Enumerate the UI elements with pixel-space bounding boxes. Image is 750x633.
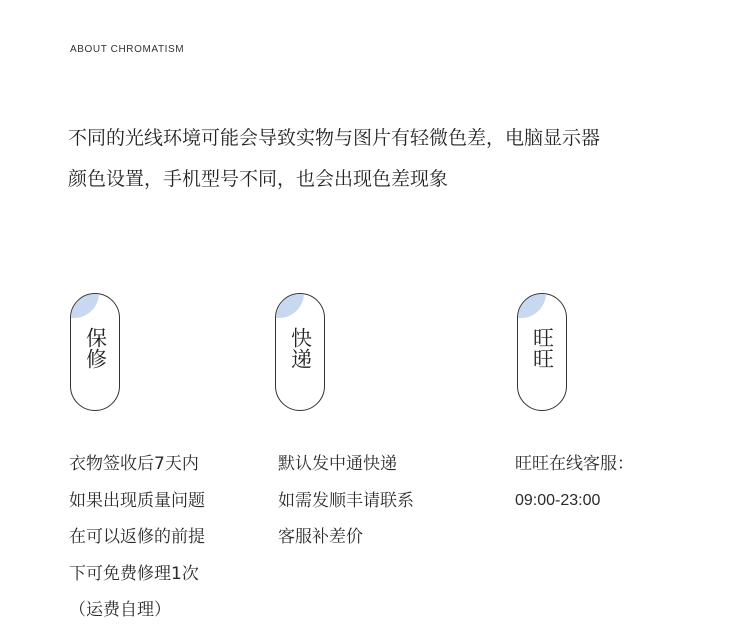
express-line: 客服补差价	[278, 527, 363, 547]
warranty-line: 如果出现质量问题	[69, 490, 205, 511]
warranty-title: 保修	[83, 327, 108, 369]
warranty-line: （运费自理）	[69, 600, 171, 620]
notice-line-1: 不同的光线环境可能会导致实物与图片有轻微色差，电脑显示器	[68, 127, 601, 149]
chromatism-notice	[68, 118, 688, 200]
accent-circle	[70, 293, 99, 318]
warranty-line: 下可免费修理1次	[69, 563, 199, 584]
warranty-line: 在可以返修的前提	[69, 527, 205, 547]
wangwang-line: 旺旺在线客服：	[515, 454, 634, 474]
express-title: 快递	[288, 327, 313, 369]
express-badge	[275, 293, 325, 411]
warranty-line: 衣物签收后7天内	[69, 454, 199, 474]
warranty-badge	[70, 293, 120, 411]
accent-circle	[275, 293, 304, 318]
express-info	[278, 446, 414, 556]
notice-line-2: 颜色设置，手机型号不同，也会出现色差现象	[68, 168, 449, 190]
wangwang-badge	[517, 293, 567, 411]
express-line: 如需发顺丰请联系	[278, 490, 414, 511]
express-line: 默认发中通快递	[278, 454, 397, 474]
section-label: ABOUT CHROMATISM	[70, 44, 185, 55]
accent-circle	[517, 293, 546, 318]
wangwang-title: 旺旺	[530, 327, 555, 369]
service-hours: 09:00-23:00	[515, 491, 601, 509]
wangwang-info	[515, 446, 634, 519]
warranty-info	[69, 446, 205, 629]
